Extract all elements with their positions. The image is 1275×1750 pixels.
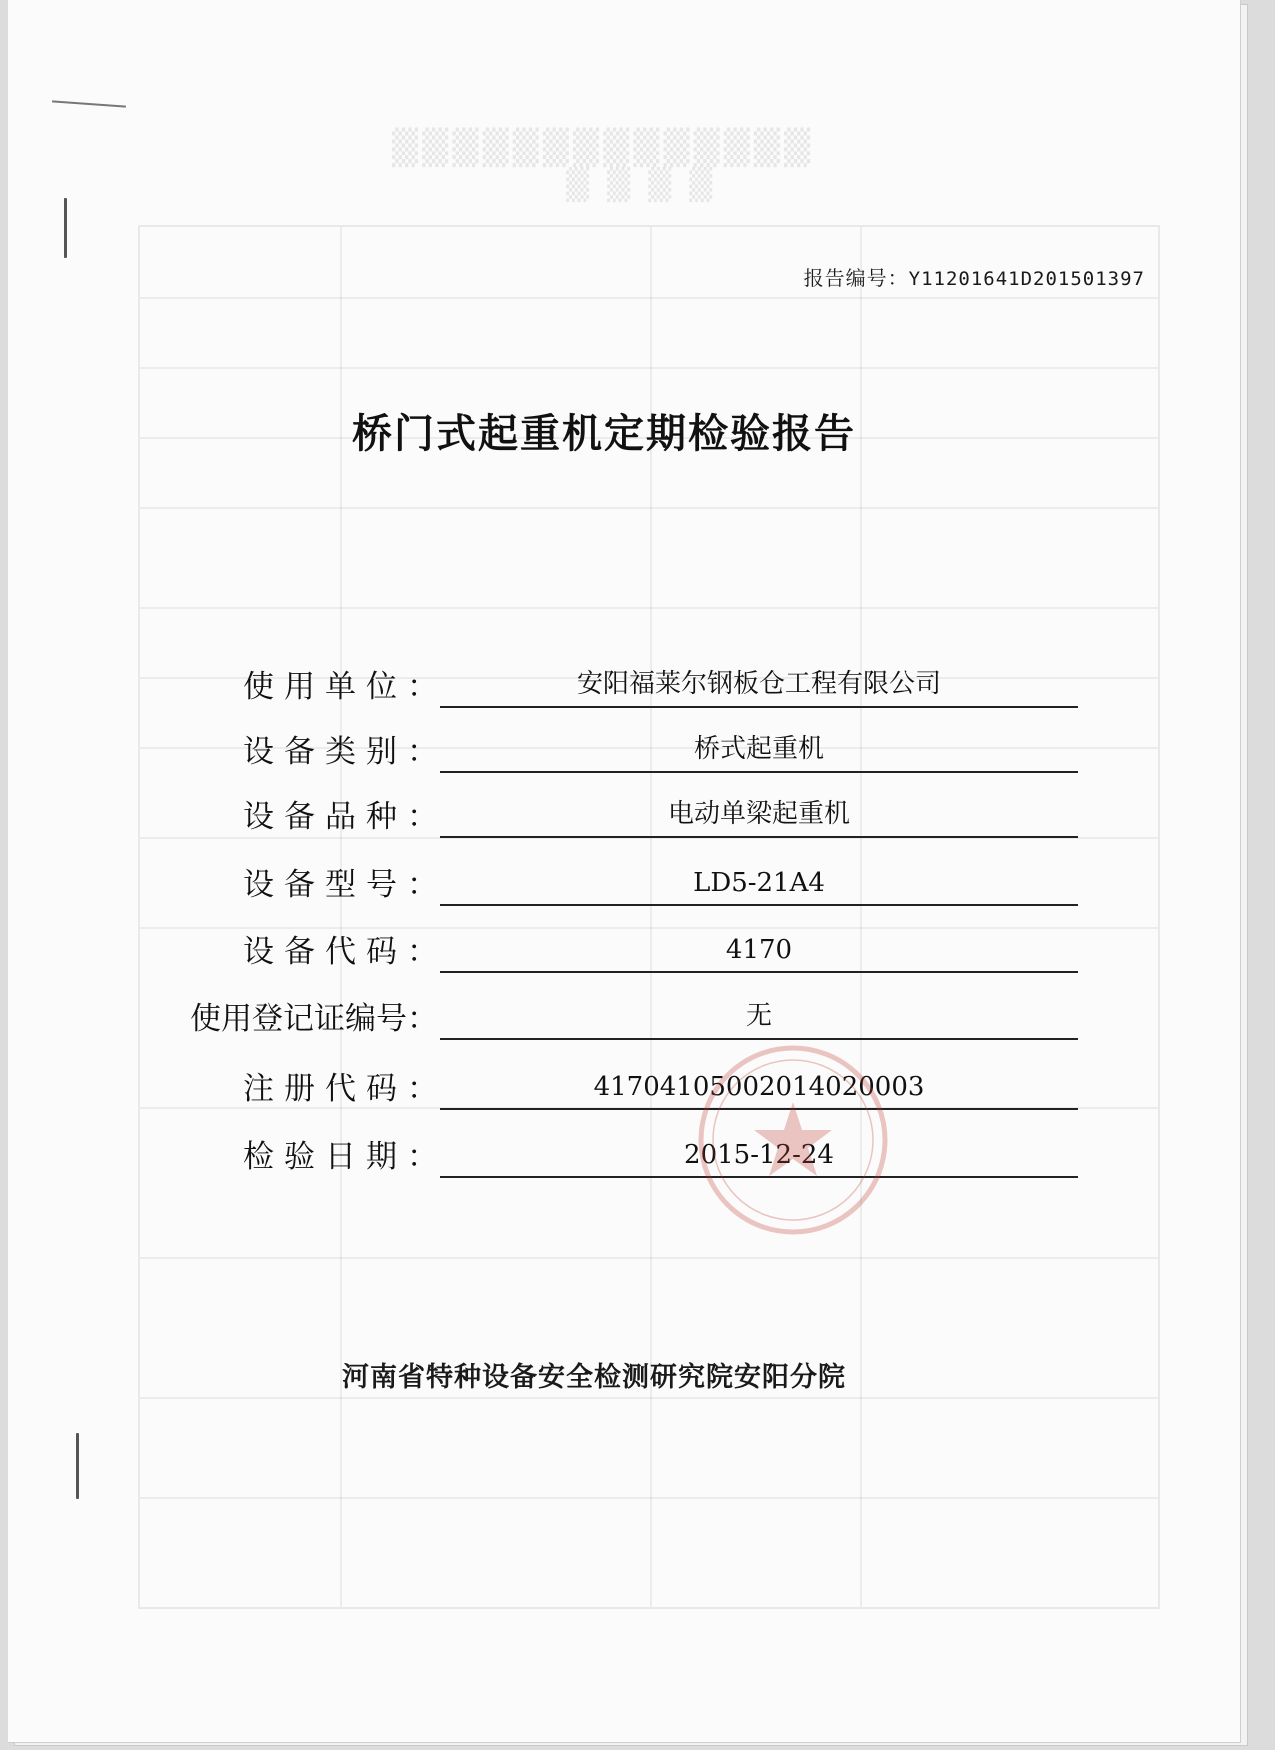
staple (76, 1433, 79, 1499)
report-number-label: 报告编号： (803, 266, 909, 290)
field-registration-certificate (158, 992, 1078, 1042)
field-equipment-code (158, 925, 1078, 975)
bleed-row (140, 367, 1158, 369)
field-underline (440, 771, 1078, 773)
field-value: LD5-21A4 (693, 868, 825, 898)
field-value: 桥式起重机 (693, 734, 824, 764)
bleed-through-subtitle: ▒▒▒▒ (548, 168, 713, 203)
field-value: 安阳福莱尔钢板仓工程有限公司 (576, 669, 941, 699)
field-label: 使用登记证编号： (190, 1001, 438, 1037)
field-equipment-model (158, 858, 1078, 908)
field-registration-code (158, 1062, 1078, 1112)
field-label: 设备品种： (243, 799, 438, 835)
staple-mark (52, 100, 126, 107)
bleed-row (140, 1497, 1158, 1499)
report-cover-page (8, 0, 1241, 1743)
official-seal-icon (693, 1040, 893, 1240)
field-label: 检验日期： (243, 1139, 438, 1175)
bleed-row (140, 507, 1158, 509)
field-value: 4170 (725, 935, 793, 965)
report-number-value: Y11201641D201501397 (908, 268, 1145, 290)
field-user-unit (158, 660, 1078, 710)
bleed-through-title: ▒▒▒▒▒▒▒▒▒▒▒▒▒▒ (388, 128, 811, 168)
field-label: 设备型号： (243, 867, 438, 903)
field-value: 无 (745, 1001, 772, 1031)
field-label: 使用单位： (243, 669, 438, 705)
field-value: 2015-12-24 (684, 1140, 834, 1170)
field-underline (440, 904, 1078, 906)
bleed-row (140, 1397, 1158, 1399)
staple (64, 198, 67, 258)
field-label: 设备类别： (243, 734, 438, 770)
bleed-row (140, 1257, 1158, 1259)
bleed-row (140, 607, 1158, 609)
field-label: 设备代码： (243, 934, 438, 970)
page-title: 桥门式起重机定期检验报告 (352, 411, 856, 457)
field-underline (440, 706, 1078, 708)
field-label: 注册代码： (243, 1071, 438, 1107)
field-value: 电动单梁起重机 (667, 799, 850, 829)
field-equipment-category (158, 725, 1078, 775)
report-number (804, 262, 1145, 291)
issuing-institute: 河南省特种设备安全检测研究院安阳分院 (342, 1362, 846, 1393)
bleed-row (140, 297, 1158, 299)
field-inspection-date (158, 1130, 1078, 1180)
field-value: 41704105002014020003 (593, 1072, 925, 1102)
field-underline (440, 836, 1078, 838)
field-equipment-variety (158, 790, 1078, 840)
field-underline (440, 971, 1078, 973)
